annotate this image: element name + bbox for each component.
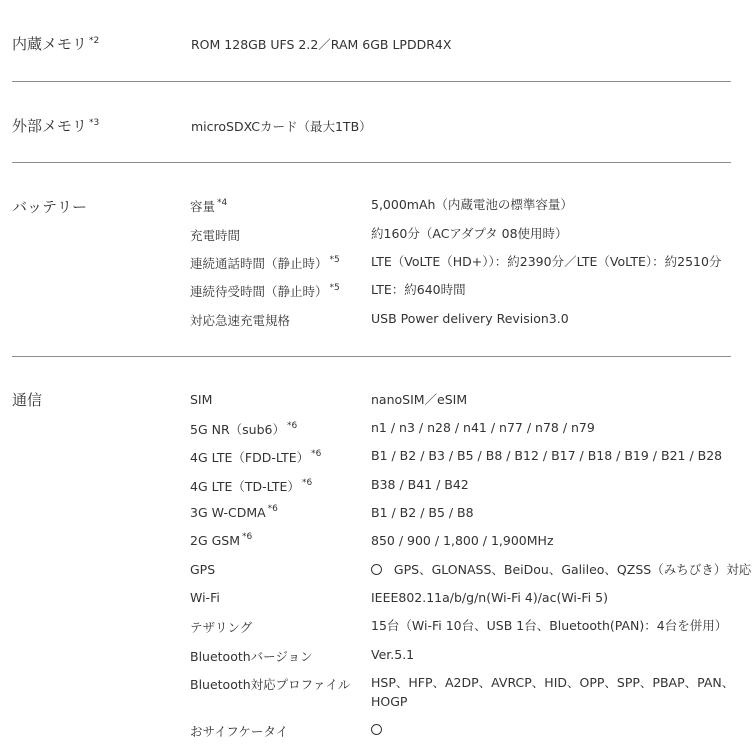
section-title-internal-memory [12,33,99,54]
spec-value: USB Power delivery Revision3.0 [371,311,569,326]
spec-label: 4G LTE（TD-LTE） $^{*6}$ [190,478,313,494]
spec-value: 15台（Wi-Fi 10台、USB 1台、Bluetooth(PAN)：4台を併用） [371,618,728,633]
footnote-mark: *4 [217,198,228,208]
spec-label: SIM [190,392,213,407]
spec-label: 対応急速充電規格 [190,313,291,328]
spec-label: 5G NR（sub6） $^{*6}$ [190,421,298,437]
supported-circle-icon [371,724,382,735]
internal-memory-title-text: 内蔵メモリ [12,35,88,53]
footnote-mark: *5 [329,283,340,293]
external-memory-title-text: 外部メモリ [12,117,88,135]
spec-value: B1 / B2 / B5 / B8 [371,505,474,520]
section-title-battery: バッテリー [12,198,88,216]
spec-label: 充電時間 [190,228,241,243]
bt-profile-line: HSP、HFP、A2DP、AVRCP、HID、OPP、SPP、PBAP、PAN、 [371,675,735,690]
footnote-mark: *6 [242,532,253,542]
divider [12,356,731,357]
spec-label: 連続待受時間（静止時） $^{*5}$ [190,283,340,299]
spec-value: 850 / 900 / 1,800 / 1,900MHz [371,533,554,548]
spec-label: 連続通話時間（静止時） $^{*5}$ [190,255,340,271]
spec-label: 4G LTE（FDD-LTE） $^{*6}$ [190,449,322,465]
spec-label: Wi-Fi [190,590,220,605]
spec-label: 容量 $^{*4}$ [190,198,228,214]
divider [12,162,731,163]
spec-value: LTE：約640時間 [371,282,466,297]
divider [12,81,731,82]
spec-value: 5,000mAh（内蔵電池の標準容量） [371,197,573,212]
spec-label: 3G W-CDMA $^{*6}$ [190,504,278,520]
spec-label: テザリング [190,620,253,635]
spec-value: 約160分（ACアダプタ 08使用時） [371,226,568,241]
spec-label: おサイフケータイ [190,724,289,739]
footnote-mark: *3 [89,118,100,128]
footnote-mark: *5 [329,255,340,265]
spec-label: 2G GSM $^{*6}$ [190,532,253,548]
spec-value: nanoSIM／eSIM [371,392,468,407]
spec-value [371,673,734,711]
spec-value: LTE（VoLTE（HD+））：約2390分／LTE（VoLTE）：約2510分 [371,254,722,269]
footnote-mark: *6 [301,478,313,488]
footnote-mark: *2 [89,36,100,46]
spec-value: IEEE802.11a/b/g/n(Wi-Fi 4)/ac(Wi-Fi 5) [371,590,608,605]
gps-value-text: GPS、GLONASS、BeiDou、Galileo、QZSS（みちびき）対応 [393,562,752,577]
footnote-mark: *6 [267,504,278,514]
spec-label: GPS [190,562,216,577]
section-title-communication: 通信 [12,391,43,409]
footnote-mark: *6 [286,421,298,431]
supported-circle-icon [371,564,382,575]
footnote-mark: *6 [311,449,322,459]
spec-label: Bluetooth対応プロファイル [190,677,351,692]
section-title-external-memory [12,115,99,136]
spec-value: B1 / B2 / B3 / B5 / B8 / B12 / B17 / B18 / B19 / B21 / B28 [371,448,723,463]
spec-label: Bluetoothバージョン [190,649,313,664]
internal-memory-value: ROM 128GB UFS 2.2／RAM 6GB LPDDR4X [191,37,452,52]
spec-value: Ver.5.1 [371,647,415,662]
spec-value [371,560,751,579]
spec-value: B38 / B41 / B42 [371,477,469,492]
spec-value [371,720,382,739]
bt-profile-line: HOGP [371,694,408,709]
external-memory-value: microSDXCカード（最大1TB） [191,119,372,134]
spec-value: n1 / n3 / n28 / n41 / n77 / n78 / n79 [371,420,595,435]
